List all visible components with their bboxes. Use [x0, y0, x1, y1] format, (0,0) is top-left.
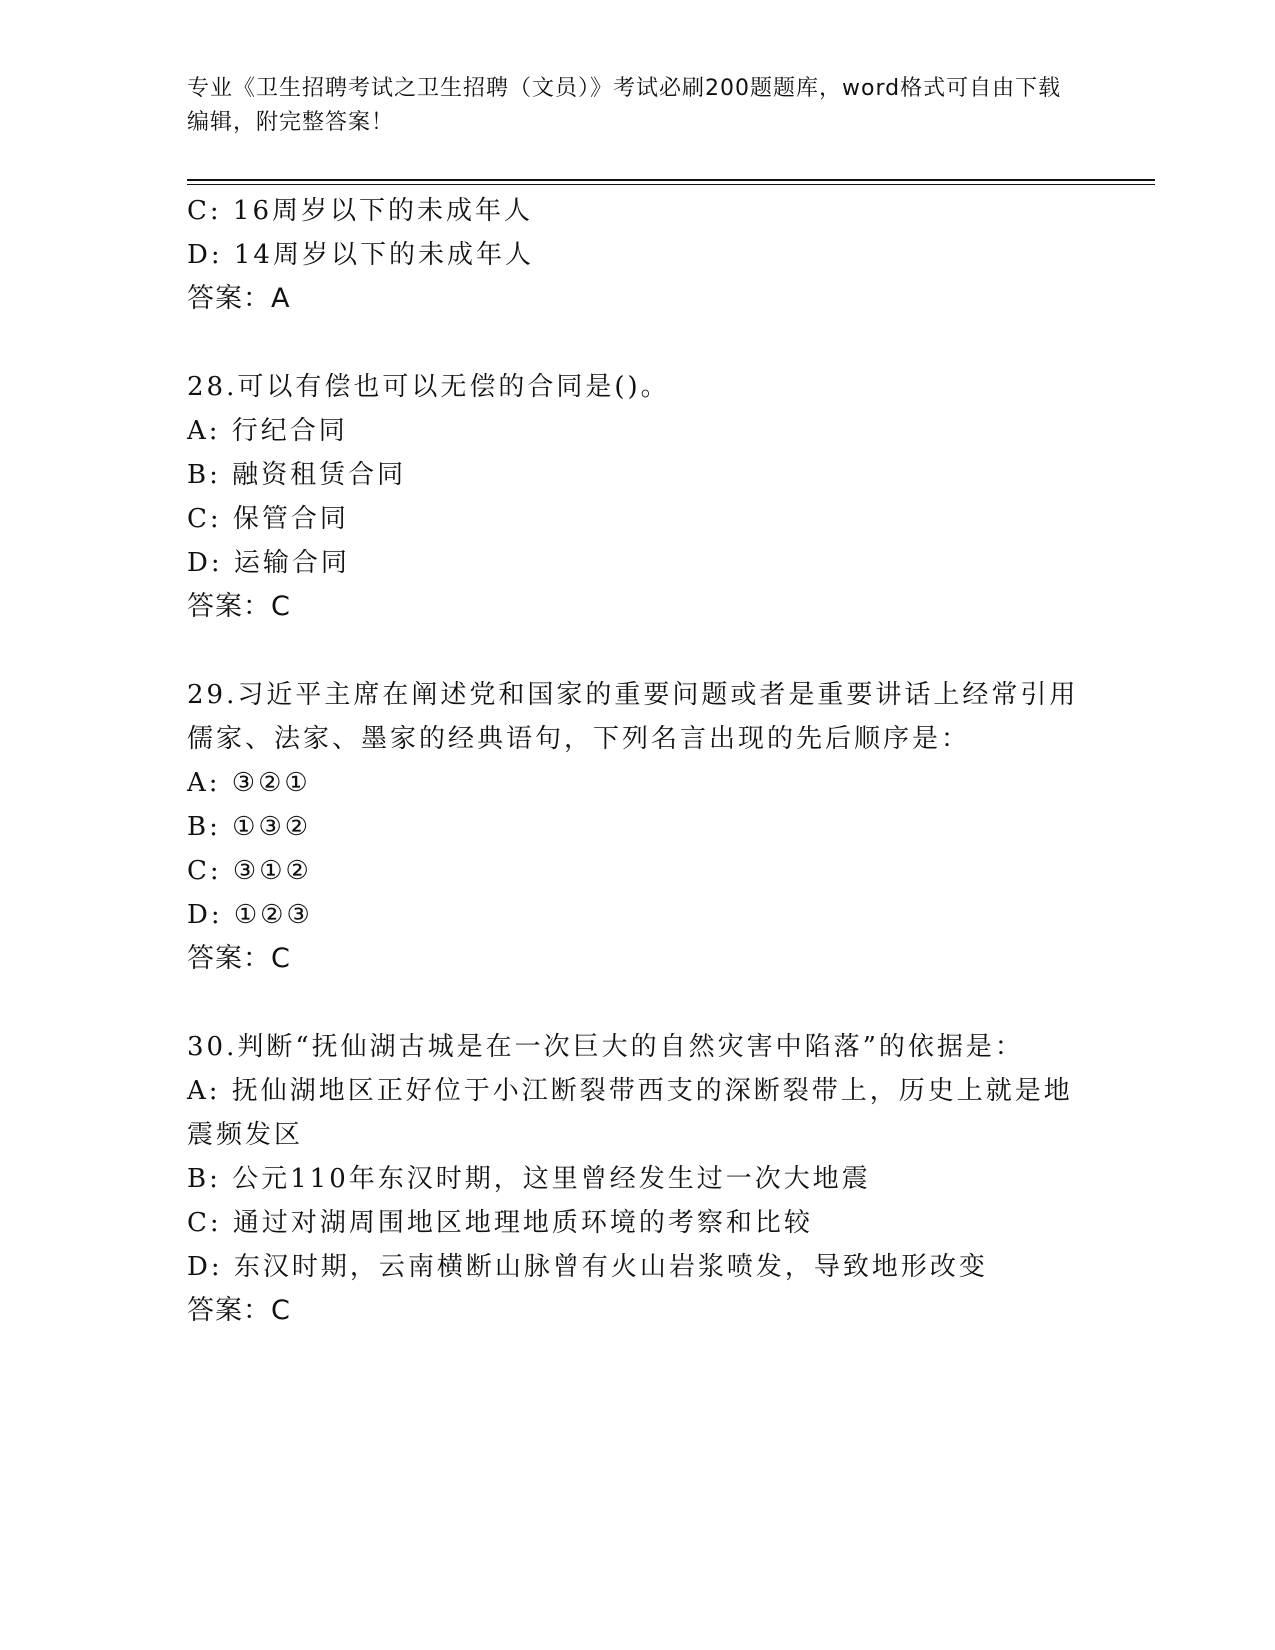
header-rule-thin	[187, 184, 1155, 185]
question-29-option-d: D: ①②③	[187, 900, 313, 930]
question-30-option-c: C: 通过对湖周围地区地理地质环境的考察和比较	[187, 1208, 813, 1238]
question-27-option-d: D: 14周岁以下的未成年人	[187, 240, 534, 270]
question-28-option-d: D: 运输合同	[187, 548, 350, 578]
question-27-answer: 答案：A	[187, 283, 291, 314]
question-29-answer: 答案：C	[187, 943, 291, 974]
question-30-stem: 30.判断“抚仙湖古城是在一次巨大的自然灾害中陷落”的依据是：	[187, 1032, 1024, 1062]
question-28-answer: 答案：C	[187, 591, 291, 622]
question-28-stem: 28.可以有偿也可以无偿的合同是()。	[187, 372, 670, 402]
question-29-option-c: C: ③①②	[187, 856, 312, 886]
question-28-option-a: A: 行纪合同	[187, 416, 348, 446]
question-29-stem-line-2: 儒家、法家、墨家的经典语句，下列名言出现的先后顺序是：	[187, 724, 971, 754]
question-30-option-d: D: 东汉时期，云南横断山脉曾有火山岩浆喷发，导致地形改变	[187, 1252, 988, 1282]
question-28-option-c: C: 保管合同	[187, 504, 349, 534]
header-text: 专业《卫生招聘考试之卫生招聘（文员）》考试必刷200题题库，word格式可自由下载编辑，附完整答案！	[187, 76, 1062, 135]
question-27-option-c: C: 16周岁以下的未成年人	[187, 196, 534, 226]
question-30-option-a-line-1: A: 抚仙湖地区正好位于小江断裂带西支的深断裂带上，历史上就是地	[187, 1076, 1073, 1106]
question-29-stem-line-1: 29.习近平主席在阐述党和国家的重要问题或者是重要讲话上经常引用	[187, 680, 1079, 710]
question-30-option-a-line-2: 震频发区	[187, 1120, 304, 1150]
question-30-option-b: B: 公元110年东汉时期，这里曾经发生过一次大地震	[187, 1164, 871, 1194]
question-29-option-a: A: ③②①	[187, 768, 311, 798]
question-28-option-b: B: 融资租赁合同	[187, 460, 407, 490]
question-29-option-b: B: ①③②	[187, 812, 312, 842]
header-rule-thick	[187, 179, 1155, 181]
question-30-answer: 答案：C	[187, 1295, 291, 1326]
